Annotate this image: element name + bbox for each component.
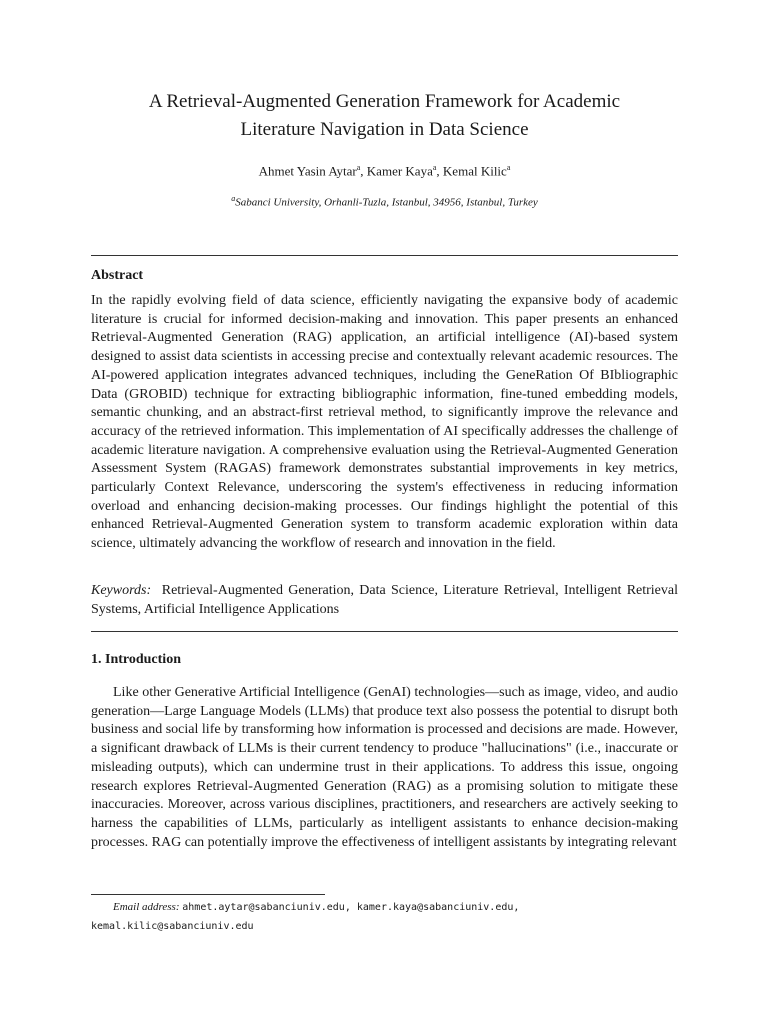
abstract-text: In the rapidly evolving field of data science, efficiently navigating the expansive body of academic literature is crucial for informed decision-making and innovation. This paper presents an enhanced Retrieval-Augmented Generation (RAG) application, an artificial intelligence (AI)-based system designed to assist data scientists in accessing precise and contextually relevant academic resources. The AI-powered application integrates advanced techniques, including the GeneRation Of BIbliographic Data (GROBID) technique for extracting bibliographic information, fine-tuned embedding models, semantic chunking, and an abstract-first retrieval method, to significantly improve the relevance and accuracy of the retrieved information. This implementation of AI specifically addresses the challenge of academic literature navigation. A comprehensive evaluation using the Retrieval-Augmented Generation Assessment System (RAGAS) framework demonstrates substantial improvements in key metrics, particularly Context Relevance, underscoring the system's effectiveness in reducing information overload and enhancing decision-making processes. Our findings highlight the potential of this enhanced Retrieval-Augmented Generation system to transform academic exploration within data science, ultimately advancing the workflow of research and innovation in the field. bbox=[91, 293, 678, 552]
author-affil-mark: a bbox=[356, 163, 361, 172]
email-label: Email address: bbox=[113, 901, 180, 913]
abstract-top-rule bbox=[91, 255, 678, 256]
abstract-bottom-rule bbox=[91, 631, 678, 632]
keywords-text: Retrieval-Augmented Generation, Data Science, Literature Retrieval, Intelligent Retrieval Systems, Artificial Intelligence Applications bbox=[91, 583, 679, 617]
author-name: Kamer Kaya bbox=[366, 163, 433, 179]
footnote-rule bbox=[91, 894, 325, 895]
author-list: Ahmet Yasin Aytar$^a$, Kamer Kaya$^a$, Kemal Kilic$^a$ bbox=[258, 163, 511, 179]
keywords-label: Keywords: bbox=[91, 583, 152, 598]
affiliation-mark: a bbox=[231, 194, 236, 203]
author-affil-mark: a bbox=[506, 163, 511, 172]
keywords bbox=[91, 582, 678, 619]
author-name: Ahmet Yasin Aytar bbox=[258, 163, 357, 179]
paper-title bbox=[91, 88, 678, 144]
title-line-2: Literature Navigation in Data Science bbox=[240, 119, 529, 140]
author-affil-mark: a bbox=[432, 163, 437, 172]
author-name: Kemal Kilic bbox=[442, 163, 507, 179]
affiliation-text: Sabanci University, Orhanli-Tuzla, Istanbul, 34956, Istanbul, Turkey bbox=[235, 196, 538, 209]
abstract-heading: Abstract bbox=[91, 268, 144, 283]
introduction-heading: 1. Introduction bbox=[91, 652, 181, 667]
affiliation bbox=[91, 194, 678, 209]
title-line-1: A Retrieval-Augmented Generation Framework for Academic bbox=[148, 91, 621, 112]
introduction-text: Like other Generative Artificial Intelligence (GenAI) technologies—such as image, video, and audio generation—Large Language Models (LLMs) that produce text also possess the potential to disrupt both business and social life by transforming how information is processed and decisions are made. However, a significant drawback of LLMs is their current tendency to produce "hallucinations" (i.e., inaccurate or misleading outputs), which can undermine trust in their applications. To address this issue, ongoing research explores Retrieval-Augmented Generation (RAG) as a promising solution to mitigate these inaccuracies. Moreover, across various disciplines, practitioners, and researchers are actively seeking to harness the capabilities of LLMs, particularly as intelligent assistants to enhance decision-making processes. RAG can potentially improve the effectiveness of intelligent assistants by integrating relevant bbox=[91, 685, 678, 850]
footnote bbox=[91, 898, 678, 936]
email-addresses[interactable]: ahmet.aytar@sabanciuniv.edu, kamer.kaya@sabanciuniv.edu, kemal.kilic@sabanciuniv.edu bbox=[91, 902, 520, 932]
